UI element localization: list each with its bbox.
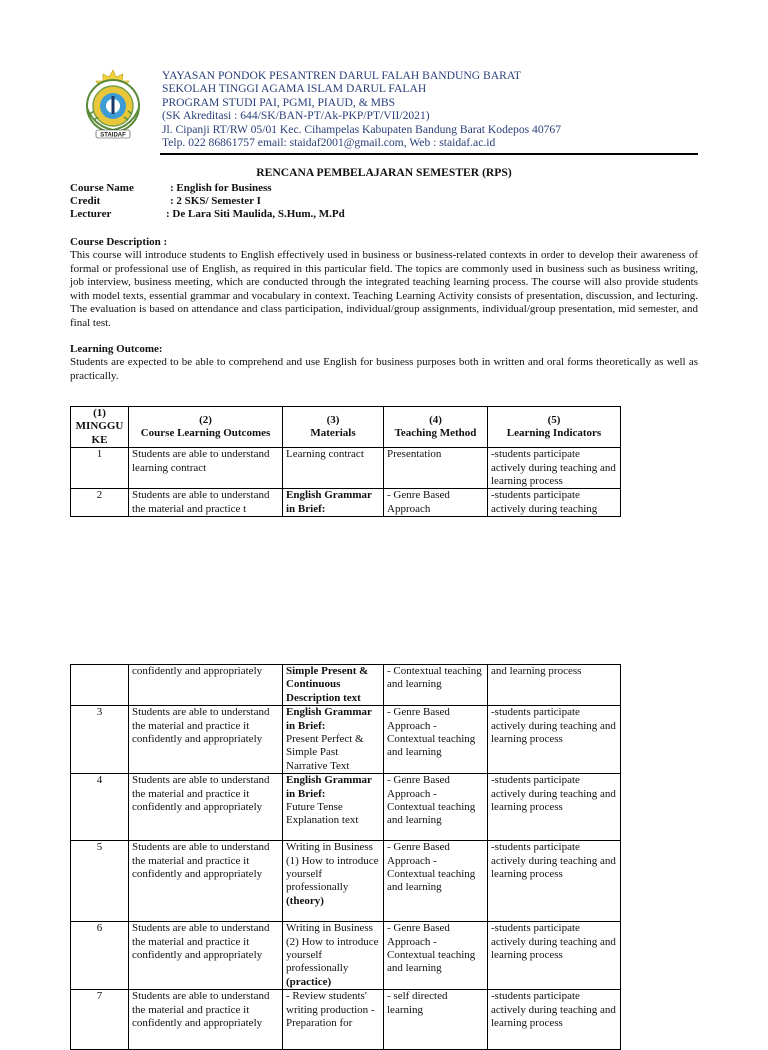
letterhead-accreditation: (SK Akreditasi : 644/SK/BAN-PT/Ak-PKP/PT/VII/2021)	[162, 109, 430, 123]
outcome-cell: Students are able to understand the material and practice it confidently and appropriately	[129, 922, 283, 990]
indicator-cell: -students participate actively during teaching and learning process	[488, 706, 621, 774]
table-row	[71, 922, 621, 990]
method-cell: - Genre Based Approach	[384, 489, 488, 517]
material-cell: Simple Present & Continuous Description text	[283, 665, 384, 706]
table-row	[71, 489, 621, 517]
week-cell: 5	[71, 841, 129, 922]
outcome-cell: Students are able to understand the material and practice it confidently and appropriately	[129, 841, 283, 922]
indicator-cell: -students participate actively during teaching and learning process	[488, 922, 621, 990]
credit-label: Credit	[70, 195, 101, 208]
week-cell: 1	[71, 448, 129, 489]
header-materials: (3) Materials	[283, 407, 384, 448]
week-cell: 6	[71, 922, 129, 990]
table-row	[71, 990, 621, 1050]
material-cell: Learning contract	[283, 448, 384, 489]
header-week: (1) MINGGU KE	[71, 407, 129, 448]
indicator-cell: -students participate actively during teaching and learning process	[488, 990, 621, 1050]
course-name-label: Course Name	[70, 182, 134, 194]
table-row	[71, 706, 621, 774]
rps-table	[70, 406, 621, 517]
learning-outcome-heading: Learning Outcome:	[70, 343, 163, 355]
method-cell: - Genre Based Approach - Contextual teaching and learning	[384, 706, 488, 774]
header-indicators: (5) Learning Indicators	[488, 407, 621, 448]
table-header-row	[71, 407, 621, 448]
learning-outcome-text: Students are expected to be able to comprehend and use English for business purposes both in written and oral forms theoretically as well as practically.	[70, 356, 698, 382]
outcome-cell: Students are able to understand the material and practice it confidently and appropriately	[129, 990, 283, 1050]
indicator-cell: and learning process	[488, 665, 621, 706]
credit-value: : 2 SKS/ Semester I	[170, 195, 261, 208]
letterhead-college: SEKOLAH TINGGI AGAMA ISLAM DARUL FALAH	[162, 82, 427, 96]
method-cell: - Genre Based Approach - Contextual teaching and learning	[384, 922, 488, 990]
letterhead-contact: Telp. 022 86861757 email: staidaf2001@gmail.com, Web : staidaf.ac.id	[162, 136, 496, 150]
table-row	[71, 665, 621, 706]
staidaf-logo	[72, 68, 154, 146]
method-cell: - Genre Based Approach - Contextual teaching and learning	[384, 841, 488, 922]
letterhead-divider	[160, 153, 698, 155]
lecturer-label: Lecturer	[70, 208, 112, 221]
material-cell: English Grammar in Brief: Future Tense Explanation text	[283, 774, 384, 841]
method-cell: - Genre Based Approach - Contextual teaching and learning	[384, 774, 488, 841]
week-cell: 2	[71, 489, 129, 517]
rps-table-continued	[70, 664, 621, 1050]
week-cell: 4	[71, 774, 129, 841]
material-cell: English Grammar in Brief:	[283, 489, 384, 517]
material-cell: English Grammar in Brief: Present Perfect & Simple Past Narrative Text	[283, 706, 384, 774]
svg-text:STAIDAF: STAIDAF	[100, 132, 126, 139]
letterhead	[162, 69, 702, 149]
letterhead-address: Jl. Cipanji RT/RW 05/01 Kec. Cihampelas Kabupaten Bandung Barat Kodepos 40767	[162, 122, 562, 136]
outcome-cell: confidently and appropriately	[129, 665, 283, 706]
header-method: (4) Teaching Method	[384, 407, 488, 448]
method-cell: Presentation	[384, 448, 488, 489]
indicator-cell: -students participate actively during teaching and learning process	[488, 841, 621, 922]
header-outcomes: (2) Course Learning Outcomes	[129, 407, 283, 448]
indicator-cell: -students participate actively during teaching	[488, 489, 621, 517]
week-cell	[71, 665, 129, 706]
indicator-cell: -students participate actively during teaching and learning process	[488, 448, 621, 489]
material-cell: Writing in Business (1) How to introduce yourself professionally (theory)	[283, 841, 384, 922]
material-cell: Writing in Business (2) How to introduce yourself professionally (practice)	[283, 922, 384, 990]
outcome-cell: Students are able to understand the material and practice t	[129, 489, 283, 517]
course-description-heading: Course Description :	[70, 236, 168, 248]
table-row	[71, 841, 621, 922]
outcome-cell: Students are able to understand the material and practice it confidently and appropriately	[129, 774, 283, 841]
method-cell: - Contextual teaching and learning	[384, 665, 488, 706]
outcome-cell: Students are able to understand learning contract	[129, 448, 283, 489]
week-cell: 7	[71, 990, 129, 1050]
material-cell: - Review students' writing production - Preparation for	[283, 990, 384, 1050]
document-title: RENCANA PEMBELAJARAN SEMESTER (RPS)	[256, 166, 512, 179]
lecturer-value: : De Lara Siti Maulida, S.Hum., M.Pd	[166, 208, 345, 221]
outcome-cell: Students are able to understand the material and practice it confidently and appropriately	[129, 706, 283, 774]
table-row	[71, 774, 621, 841]
course-name-value: : English for Business	[170, 182, 272, 194]
letterhead-foundation: YAYASAN PONDOK PESANTREN DARUL FALAH BANDUNG BARAT	[162, 69, 522, 82]
letterhead-programs: PROGRAM STUDI PAI, PGMI, PIAUD, & MBS	[162, 95, 396, 109]
indicator-cell: -students participate actively during teaching and learning process	[488, 774, 621, 841]
week-cell: 3	[71, 706, 129, 774]
method-cell: - self directed learning	[384, 990, 488, 1050]
course-description-text: This course will introduce students to English effectively used in business or business-related contexts in order to develop their awareness of formal or professional use of English, as required in this particular field. The topics are commonly used in business such as business writing, job interview, business meeting, which are conducted through the integrated teaching learning process. The course will also provide students with model texts, essential grammar and vocabulary in context. Teaching Learning Activity consists of presentation, discussion, and lecturing. The evaluation is based on attendance and class participation, individual/group assignments, individual/group presentation, mid semester, and final test.	[70, 249, 698, 329]
table-row	[71, 448, 621, 489]
